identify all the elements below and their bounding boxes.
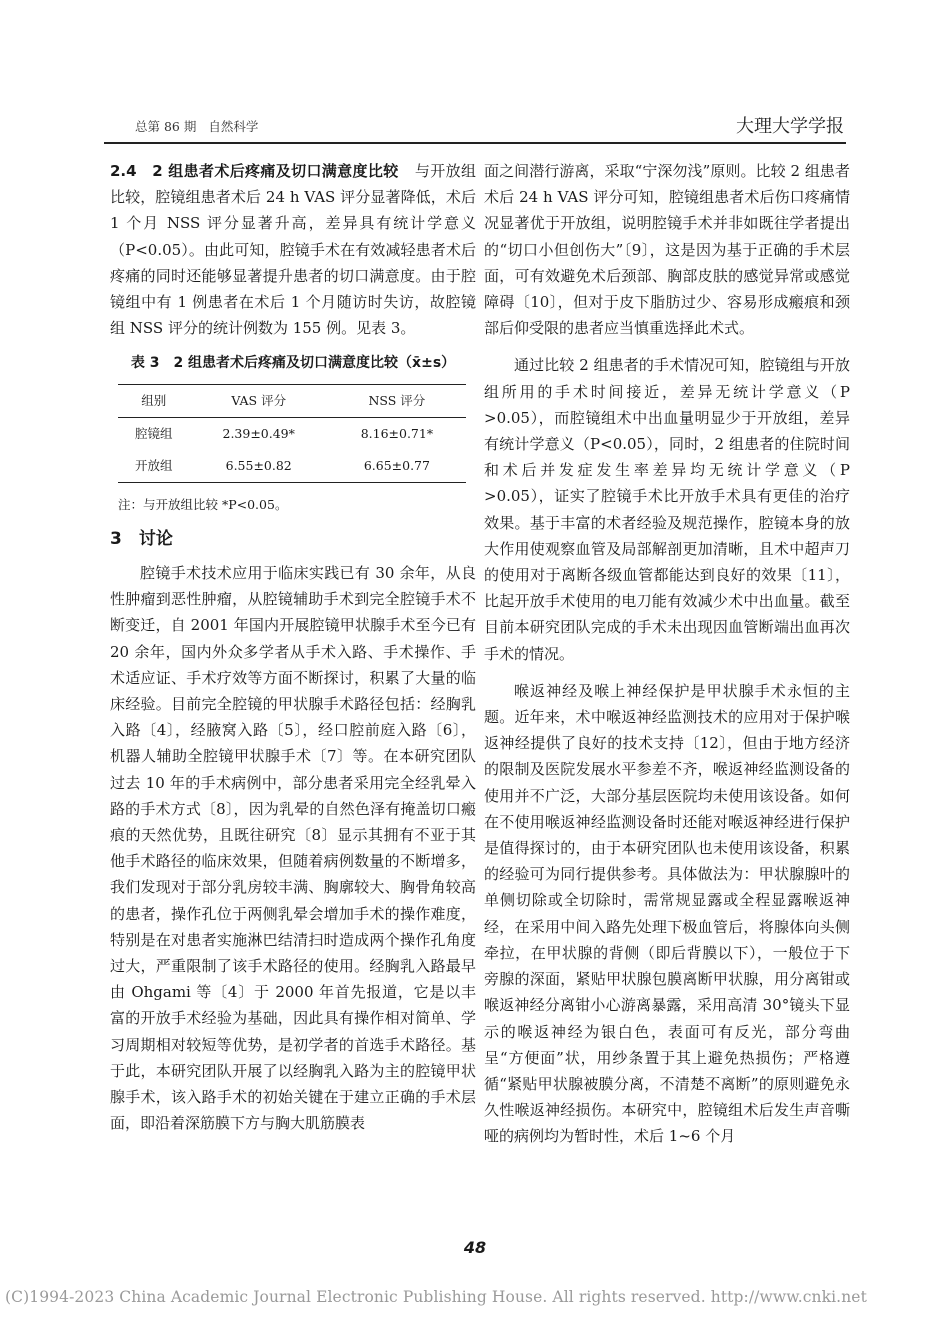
section-2-4-paragraph bbox=[110, 158, 476, 341]
left-column bbox=[110, 158, 476, 1137]
table-row bbox=[118, 450, 466, 483]
table-3-note: 注：与开放组比较 *P<0.05。 bbox=[118, 496, 288, 512]
section-2-4-text: 与开放组比较，腔镜组患者术后 24 h VAS 评分显著降低，术后 1 个月 NSS 评分显著升高，差异具有统计学意义（P<0.05）。由此可知，腔镜手术在有效减轻患者术后疼痛的同时还能够显著提升患者的切口满意度。由于腔镜组中有 1 例患者在术后 1 个月随访时失访，故腔镜组 NSS 评分的统计例数为 155 例。见表 3。 bbox=[110, 162, 476, 338]
discussion-paragraph-3: 喉返神经及喉上神经保护是甲状腺手术永恒的主题。近年来，术中喉返神经监测技术的应用对于保护喉返神经提供了良好的技术支持〔12〕，但由于地方经济的限制及医院发展水平参差不齐，喉返神经监测设备的使用并不广泛，大部分基层医院均未使用该设备。如何在不使用喉返神经监测设备时还能对喉返神经进行保护是值得探讨的，由于本研究团队也未使用该设备，积累的经验可为同行提供参考。具体做法为：甲状腺腺叶的单侧切除或全切除时，需常规显露或全程显露喉返神经，在采用中间入路先处理下极血管后，将腺体向头侧牵拉，在甲状腺的背侧（即后背膜以下），一般位于下旁腺的深面，紧贴甲状腺包膜离断甲状腺，用分离钳或喉返神经分离钳小心游离暴露，采用高清 30°镜头下显示的喉返神经为银白色，表面可有反光，部分弯曲呈“方便面”状，用纱条置于其上避免热损伤；严格遵循“紧贴甲状腺被膜分离，不清楚不离断”的原则避免永久性喉返神经损伤。本研究中，腔镜组术后发生声音嘶哑的病例均为暂时性，术后 1~6 个月 bbox=[484, 681, 850, 1146]
table-cell: 开放组 bbox=[135, 457, 173, 473]
discussion-paragraph-1: 腔镜手术技术应用于临床实践已有 30 余年，从良性肿瘤到恶性肿瘤，从腔镜辅助手术到完全腔镜手术不断变迁，自 2001 年国内开展腔镜甲状腺手术至今已有 20 余年，国内外众多学者从手术入路、手术操作、手术适应证、手术疗效等方面不断探讨，积累了大量的临床经验。目前完全腔镜的甲状腺手术路径包括：经胸乳入路〔4〕，经腋窝入路〔5〕，经口腔前庭入路〔6〕，机器人辅助全腔镜甲状腺手术〔7〕等。在本研究团队过去 10 年的手术病例中，部分患者采用完全经乳晕入路的手术方式〔8〕，因为乳晕的自然色泽有掩盖切口瘢痕的天然优势，且既往研究〔8〕显示其拥有不亚于其他手术路径的临床效果，但随着病例数量的不断增多，我们发现对于部分乳房较丰满、胸廓较大、胸骨角较高的患者，操作孔位于两侧乳晕会增加手术的操作难度，特别是在对患者实施淋巴结清扫时造成两个操作孔角度过大，严重限制了该手术路径的使用。经胸乳入路最早由 Ohgami 等〔4〕于 2000 年首先报道，它是以丰富的开放手术经验为基础，因此具有操作相对简单、学习周期相对较短等优势，是初学者的首选手术路径。基于此，本研究团队开展了以经胸乳入路为主的腔镜甲状腺手术，该入路手术的初始关键在于建立正确的手术层面，即沿着深筋膜下方与胸大肌筋膜表 bbox=[110, 564, 476, 1133]
table-cell: 腔镜组 bbox=[135, 425, 173, 441]
right-column bbox=[484, 158, 850, 1150]
section-2-4-heading: 2.4 2 组患者术后疼痛及切口满意度比较 bbox=[110, 162, 399, 180]
table-cell: 6.65±0.77 bbox=[363, 457, 430, 473]
table-header-row bbox=[118, 384, 466, 417]
table-row bbox=[118, 417, 466, 450]
col-header-nss: NSS 评分 bbox=[368, 392, 426, 408]
section-name: 自然科学 bbox=[208, 119, 259, 134]
issue-number: 总第 86 期 bbox=[135, 119, 197, 134]
discussion-paragraph-2: 通过比较 2 组患者的手术情况可知，腔镜组与开放组所用的手术时间接近，差异无统计学意义（P >0.05），而腔镜组术中出血量明显少于开放组，差异有统计学意义（P<0.05），同时，2 组患者的住院时间和术后并发症发生率差异均无统计学意义（P >0.05），证实了腔镜手术比开放手术具有更佳的治疗效果。基于丰富的术者经验及规范操作，腔镜本身的放大作用使观察血管及局部解剖更加清晰，且术中超声刀的使用对于离断各级血管都能达到良好的效果〔11〕，比起开放手术使用的电刀能有效减少术中出血量。截至目前本研究团队完成的手术未出现因血管断端出血再次手术的情况。 bbox=[484, 356, 850, 663]
col-header-group: 组别 bbox=[141, 392, 167, 408]
table-3-title: 表 3 2 组患者术后疼痛及切口满意度比较（x̄±s） bbox=[130, 355, 456, 372]
page-number: 48 bbox=[463, 1238, 487, 1257]
header-divider bbox=[104, 142, 846, 144]
discussion-paragraph-continued: 面之间潜行游离，采取“宁深勿浅”原则。比较 2 组患者术后 24 h VAS 评分可知，腔镜组患者术后伤口疼痛情况显著优于开放组，说明腔镜手术并非如既往学者提出的“切口小但创伤大”〔9〕，这是因为基于正确的手术层面，可有效避免术后颈部、胸部皮肤的感觉异常或感觉障碍〔10〕，但对于皮下脂肪过少、容易形成瘢痕和颈部后仰受限的患者应当慎重选择此术式。 bbox=[484, 162, 850, 338]
table-3 bbox=[118, 384, 466, 483]
running-header bbox=[135, 117, 258, 135]
table-cell: 8.16±0.71* bbox=[360, 425, 434, 441]
table-cell: 6.55±0.82 bbox=[225, 457, 292, 473]
col-header-vas: VAS 评分 bbox=[231, 392, 287, 408]
copyright-footer: (C)1994-2023 China Academic Journal Electronic Publishing House. All rights reserved. http://www.cnki.net bbox=[5, 1288, 867, 1306]
table-cell: 2.39±0.49* bbox=[222, 425, 295, 441]
journal-title: 大理大学学报 bbox=[736, 116, 844, 137]
section-3-heading: 3 讨论 bbox=[110, 528, 173, 549]
